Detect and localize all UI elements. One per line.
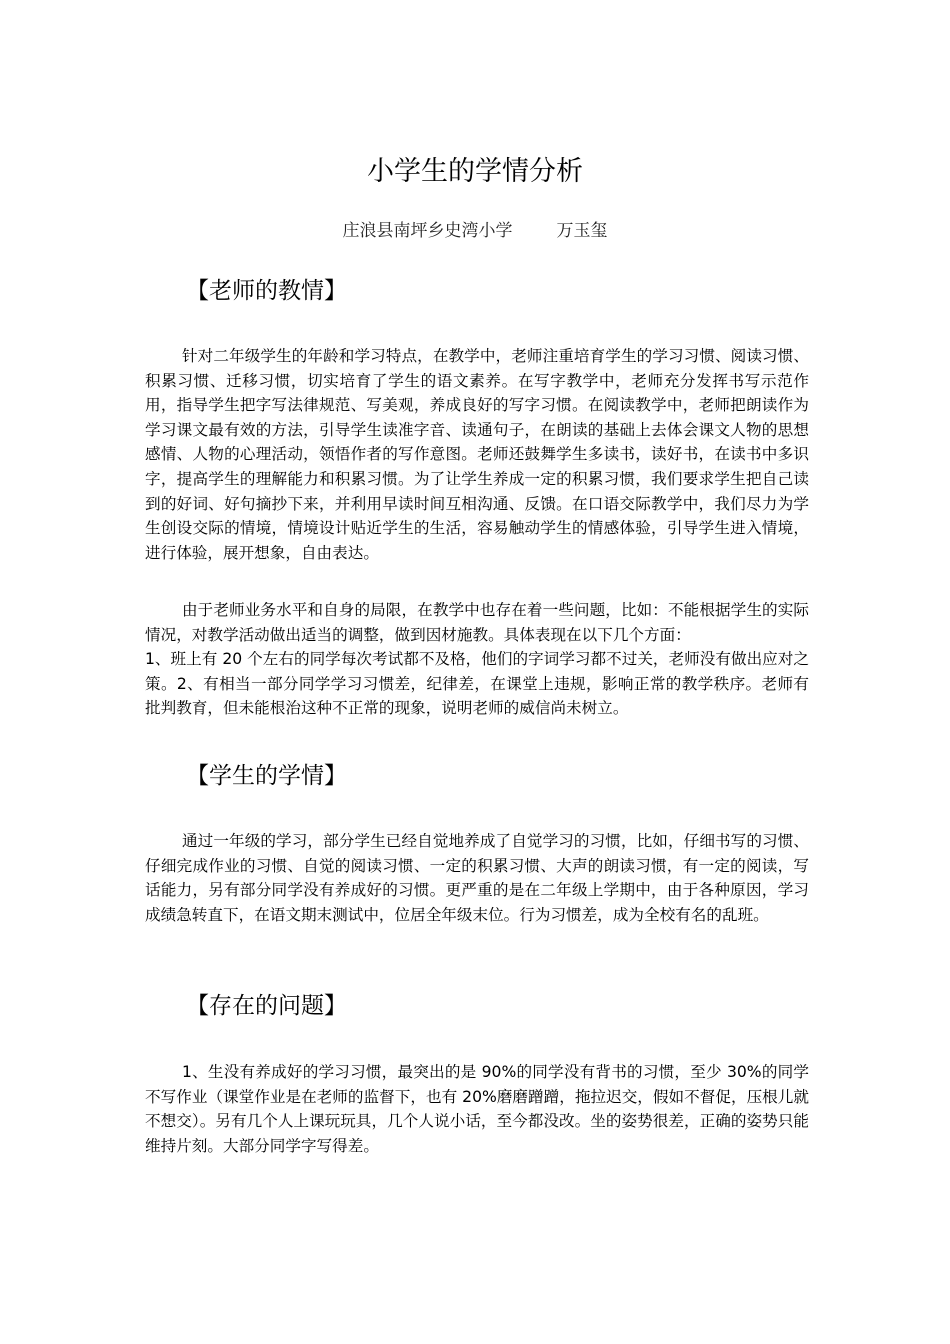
author-line (0, 218, 950, 244)
section-heading-teacher: 【老师的教情】 (186, 278, 347, 304)
document-title: 小学生的学情分析 (367, 156, 583, 187)
author-school: 庄浪县南坪乡史湾小学 (342, 221, 513, 241)
section-heading-student: 【学生的学情】 (186, 763, 347, 789)
section-student-paragraph-1: 通过一年级的学习，部分学生已经自觉地养成了自觉学习的习惯，比如，仔细书写的习惯、仔细完成作业的习惯、自觉的阅读习惯、一定的积累习惯、大声的朗读习惯，有一定的阅读，写话能力，另有部分同学没有养成好的习惯。更严重的是在二年级上学期中，由于各种原因，学习成绩急转直下，在语文期末测试中，位居全年级末位。行为习惯差，成为全校有名的乱班。 (145, 832, 809, 924)
section-teacher-paragraph-3: 1、班上有 20 个左右的同学每次考试都不及格，他们的字词学习都不过关，老师没有做出应对之策。2、有相当一部分同学学习习惯差，纪律差，在课堂上违规，影响正常的教学秩序。老师有批判教育，但未能根治这种不正常的现象，说明老师的威信尚未树立。 (145, 650, 809, 718)
section-heading-problems: 【存在的问题】 (186, 993, 347, 1019)
section-teacher-paragraph-1: 针对二年级学生的年龄和学习特点，在教学中，老师注重培育学生的学习习惯、阅读习惯、积累习惯、迁移习惯，切实培育了学生的语文素养。在写字教学中，老师充分发挥书写示范作用，指导学生把字写法律规范、写美观，养成良好的写字习惯。在阅读教学中，老师把朗读作为学习课文最有效的方法，引导学生读准字音、读通句子，在朗读的基础上去体会课文人物的思想感情、人物的心理活动，领悟作者的写作意图。老师还鼓舞学生多读书，读好书，在读书中多识字，提高学生的理解能力和积累习惯。为了让学生养成一定的积累习惯，我们要求学生把自己读到的好词、好句摘抄下来，并利用早读时间互相沟通、反馈。在口语交际教学中，我们尽力为学生创设交际的情境，情境设计贴近学生的生活，容易触动学生的情感体验，引导学生进入情境，进行体验，展开想象，自由表达。 (145, 347, 809, 562)
author-name: 万玉玺 (556, 221, 608, 241)
section-teacher-paragraph-2: 由于老师业务水平和自身的局限，在教学中也存在着一些问题，比如：不能根据学生的实际情况，对教学活动做出适当的调整，做到因材施教。具体表现在以下几个方面： (145, 601, 809, 644)
section-problems-paragraph-1: 1、生没有养成好的学习习惯，最突出的是 90%的同学没有背书的习惯，至少 30%的同学不写作业（课堂作业是在老师的监督下，也有 20%磨磨蹭蹭，拖拉迟交，假如不督促，压根儿就不想交）。另有几个人上课玩玩具，几个人说小话，至今都没改。坐的姿势很差，正确的姿势只能维持片刻。大部分同学字写得差。 (145, 1063, 809, 1155)
